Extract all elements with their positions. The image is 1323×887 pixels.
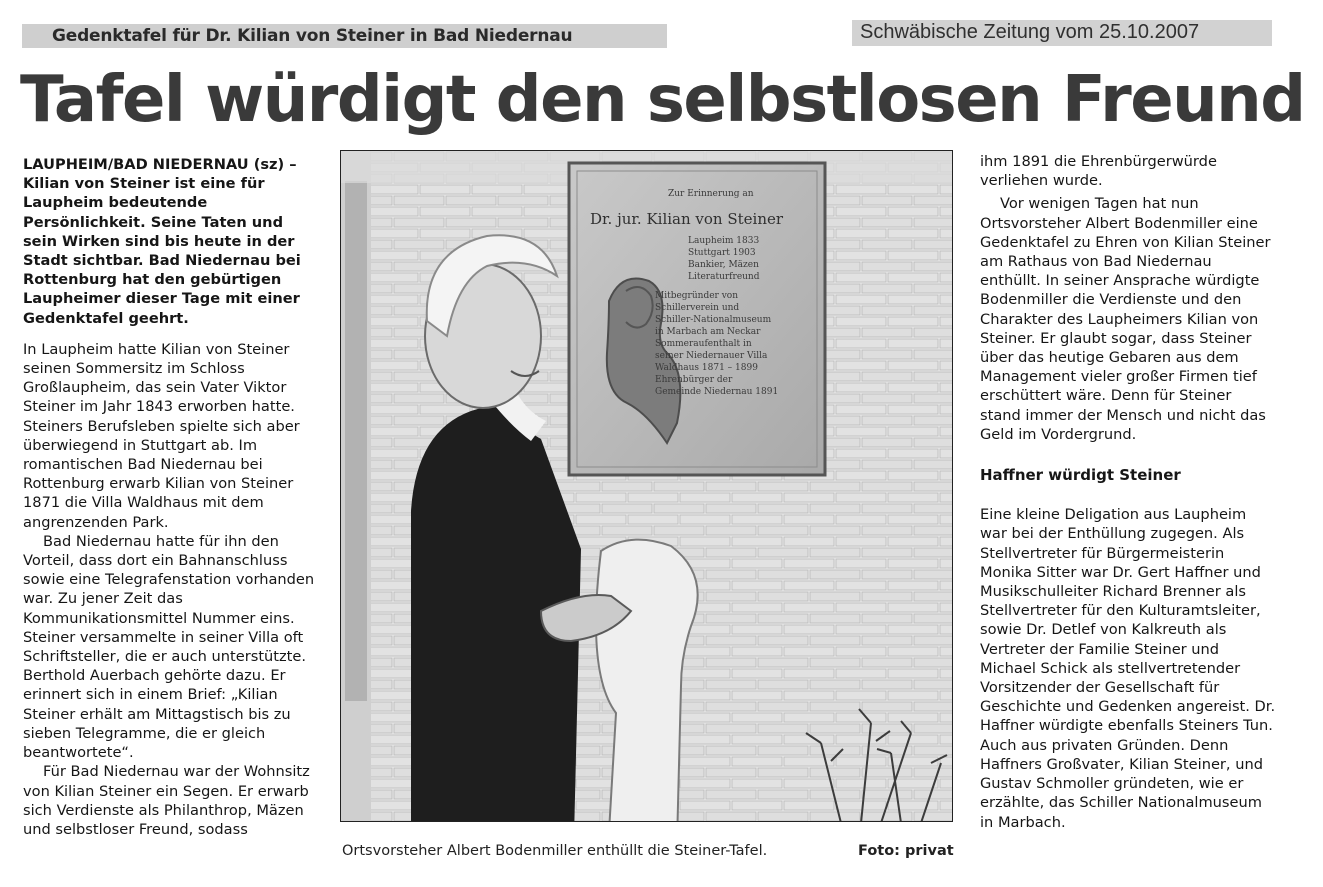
paragraph: Eine kleine Deligation aus Laupheim war bei der Enthüllung zugegen. Als Stellvertreter für Bürgermeisterin Monika Sitter war Dr. Gert Haffner und Musikschulleiter Richard Brenner als Stellvertreter für den Kulturamtsleiter, sowie Dr. Detlef von Kalkreuth als Vertreter der Familie Steiner und Michael Schick als stellvertretender Vorsitzender der Gesellschaft für Geschichte und Gedenken angereist. Dr. Haffner würdigte ebenfalls Steiners Tun. Auch aus privaten Gründen. Denn Haffners Großvater, Kilian Steiner, und Gustav Schmoller gründeten, wie er erzählte, das Schiller Nationalmuseum in Marbach. [980,506,1276,831]
source-line: Schwäbische Zeitung vom 25.10.2007 [860,21,1200,43]
column-left [23,155,321,839]
paragraph: ihm 1891 die Ehrenbürgerwürde verliehen wurde. [980,153,1217,190]
kicker: Gedenktafel für Dr. Kilian von Steiner in Bad Niedernau [52,26,573,46]
plaque-line: Schillerverein und [655,303,740,313]
photo-credit: Foto: privat [858,843,954,859]
plaque-line: Schiller-Nationalmuseum [655,315,772,325]
plaque-line: Mitbegründer von [655,291,739,301]
plaque-line: Ehrenbürger der [655,375,733,385]
plaque-line: Laupheim 1833 [688,236,760,246]
plaque-inscription-lower [655,290,778,398]
column-right [980,152,1276,832]
plaque-heading: Zur Erinnerung an [668,189,754,199]
paragraph: In Laupheim hatte Kilian von Steiner seinen Sommersitz im Schloss Großlaupheim, das sein Vater Viktor Steiner im Jahr 1843 erworben hatte. Steiners Berufsleben spielte sich aber überwiegend in Stuttgart ab. Im romantischen Bad Niedernau bei Rottenburg erwarb Kilian von Steiner 1871 die Villa Waldhaus mit dem angrenzenden Park. [23,340,300,531]
plaque-line: Stuttgart 1903 [688,248,756,258]
lead-paragraph: LAUPHEIM/BAD NIEDERNAU (sz) – Kilian von Steiner ist eine für Laupheim bedeutende Persönlichkeit. Seine Taten und sein Wirken sind bis heute in der Stadt sichtbar. Bad Niedernau bei Rottenburg hat den gebürtigen Laupheimer dieser Tage mit einer Gedenktafel geehrt. [23,156,301,327]
headline: Tafel würdigt den selbstlosen Freund [20,63,1305,137]
plaque-title: Dr. jur. Kilian von Steiner [590,210,784,228]
plaque-line: in Marbach am Neckar [655,327,761,337]
photo-illustration [341,151,953,822]
paragraph: Bad Niedernau hatte für ihn den Vorteil, dass dort ein Bahnanschluss sowie eine Telegrafenstation vorhanden war. Zu jener Zeit das Kommunikationsmittel Nummer eins. Steiner versammelte in seiner Villa oft Schriftsteller, die er auch unterstützte. Berthold Auerbach gehörte dazu. Er erinnert sich in einem Brief: „Kilian Steiner erhält am Mittagstisch bis zu sieben Telegramme, die er gleich beantwortete“. [23,532,315,762]
plaque-line: Gemeinde Niedernau 1891 [655,387,779,397]
plaque-inscription [688,235,760,283]
plaque-line: Bankier, Mäzen [688,260,759,270]
plaque-line: seiner Niedernauer Villa [655,351,768,361]
photo-caption: Ortsvorsteher Albert Bodenmiller enthüllt die Steiner-Tafel. [342,843,768,859]
plaque-line: Literaturfreund [688,272,760,282]
article-photo [340,150,953,822]
paragraph: Für Bad Niedernau war der Wohnsitz von Kilian Steiner ein Segen. Er erwarb sich Verdienste als Philanthrop, Mäzen und selbstloser Freund, sodass [23,763,310,838]
paragraph: Vor wenigen Tagen hat nun Ortsvorsteher Albert Bodenmiller eine Gedenktafel zu Ehren von Kilian Steiner am Rathaus von Bad Niedernau enthüllt. In seiner Ansprache würdigte Bodenmiller die Verdienste und den Charakter des Laupheimers Kilian von Steiner. Er glaubt sogar, dass Steiner über das heutige Gebaren aus dem Management vieler großer Firmen tief erschüttert wäre. Denn für Steiner stand immer der Mensch und nicht das Geld im Vordergrund. [980,195,1271,443]
plaque-line: Waldhaus 1871 – 1899 [655,363,758,373]
plaque-line: Sommeraufenthalt in [655,339,752,349]
subheading: Haffner würdigt Steiner [980,466,1181,485]
